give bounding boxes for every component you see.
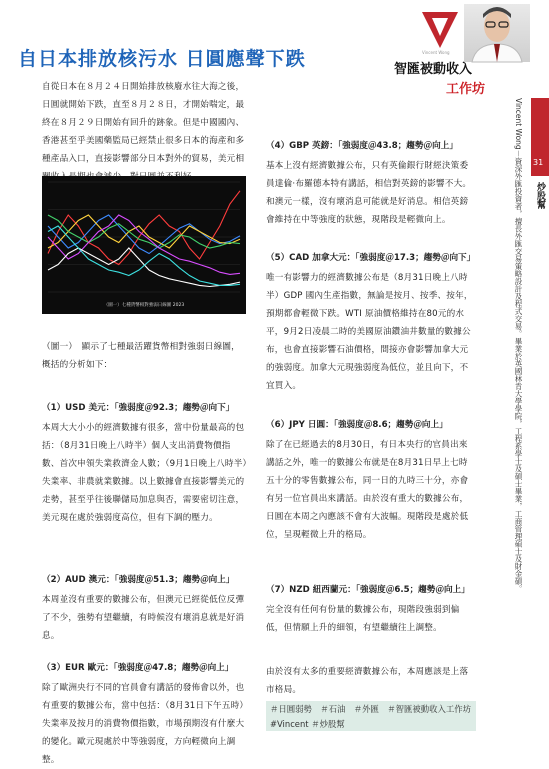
closing-paragraph: 由於沒有太多的重要經濟數據公布，本周應該是上落市格局。	[266, 667, 469, 695]
article-title: 自日本排放核污水 日圓應聲下跌	[18, 48, 306, 70]
figure-description: （圖一） 顯示了七種最活躍貨幣相對強弱日線圖，概括的分析如下：	[42, 342, 240, 370]
eur-heading: （3）EUR 歐元：「強弱度＠47.8；趨勢＠向上」	[42, 663, 234, 673]
jpy-body: 除了在已經過去的8月30日，有日本央行的官員出來講話之外，唯一的數據公布就是在8月31日早上七時五十分的零售數據公布，同一日的九時三十分，亦會有另一位官員出來講話。由於沒有重大的數據公布，日圓在本周之內應該不會有大波幅。現階段是處於低位，呈現輕微上升的格局。	[266, 440, 469, 540]
nzd-body: 完全沒有任何有份量的數據公布，現階段強弱到偏低，但情願上升的細領，有望繼續往上調整。	[266, 605, 460, 633]
author-photo	[464, 4, 530, 62]
eur-body: 除了歐洲央行不同的官員會有講話的發佈會以外，也有重要的數據公布，當中包括：（8月31日下午五時）失業率及按月的消費物價指數，市場預期沒有什麼大的變化。歐元現處於中等強弱度，方向輕微向上調整。	[42, 683, 245, 765]
column-name-suffix: 工作坊	[446, 82, 486, 97]
author-bio: Vincent Wong－資深外匯投資者，擅長外匯交易策略設計及程式交易。畢業於英國林肯大學學院，工程系學士及碩士畢業，工商管理碩士及財金碩。	[514, 98, 523, 593]
gbp-body: 基本上沒有經濟數據公布，只有英倫銀行財經決策委員達倫·布羅德本特有講話，相信對英鎊的影響不大。和澳元一樣，沒有壞消息可能就是好消息。相信英鎊會維持在中等強度的狀態，現階段是輕微向上。	[266, 161, 472, 225]
intro-paragraph: 自從日本在８月２４日開始排放核廢水往大海之後，日圓就開始下跌，直至８月２８日，才開始喘定，最終在８月２９日開始有回升的跡象。但是中國國內、香港甚至乎美國藥監局已經禁止很多日本的海產和多種產品入口，直接影響部分日本對外的貿易，美元相	[42, 82, 245, 164]
cad-body: 唯一有影響力的經濟數據公布是（8月31日晚上八時半）GDP 國內生產指數，無論是按月、按季、按年，預期都會輕微下跌。WTI 原油價格維持在80元的水平，9月2日凌晨二時的美國原油鑽油井數量的數據公布，也會直接影響石油價格，間接亦會影響加拿大元的強弱度。加拿大元現強弱度為低位，並且向下，不宜買入。	[266, 273, 473, 391]
gbp-heading: （4）GBP 英鎊：「強弱度＠43.8；趨勢＠向上」	[266, 141, 458, 151]
column-name: 智匯被動收入	[394, 62, 473, 77]
nzd-heading: （7）NZD 紐西蘭元：「強弱度＠6.5；趨勢＠向上」	[266, 585, 470, 595]
chart-caption: （圖一）七種貨幣相對強弱日線圖 2023	[103, 303, 185, 308]
page-number: 31	[533, 158, 544, 167]
jpy-heading: （6）JPY 日圓：「強弱度＠8.6；趨勢＠向上」	[266, 420, 448, 430]
column-logo	[420, 10, 460, 50]
logo-subtext: Vincent Wong	[422, 50, 450, 55]
usd-body: 本周大大小小的經濟數據有很多，當中份量最高的包括：（8月31日晚上八時半）個人支出消費物價指數、首次申領失業救濟金人數；（9月1日晚上八時半）失業率、非農就業數據。以上數據會直接影響美元的走勢，甚至乎往後聯儲局加息與否，需要密切注意，美元現在處於強弱度高位，但有下調的壓力。	[42, 423, 247, 523]
cad-heading: （5）CAD 加拿大元：「強弱度＠17.3；趨勢＠向下」	[266, 253, 476, 263]
aud-body: 本周並沒有重要的數據公布，但澳元已經從低位反彈了不少，強勢有望繼續，有時候沒有壞消息就是好消息。	[42, 595, 245, 641]
currency-strength-chart	[42, 176, 246, 314]
usd-heading: （1）USD 美元：「強弱度＠92.3；趨勢＠向下」	[42, 403, 235, 413]
hashtags: ＃日圓弱勢 ＃石油 ＃外匯 ＃智匯被動收入工作坊 #Vincent ＃炒股幫	[270, 704, 480, 729]
chart-canvas	[42, 176, 246, 314]
hashtag-box	[266, 701, 480, 731]
section-category: 炒股幫	[535, 182, 545, 209]
chart-series-line-1	[48, 191, 240, 265]
aud-heading: （2）AUD 澳元：「強弱度＠51.3；趨勢＠向上」	[42, 575, 235, 585]
